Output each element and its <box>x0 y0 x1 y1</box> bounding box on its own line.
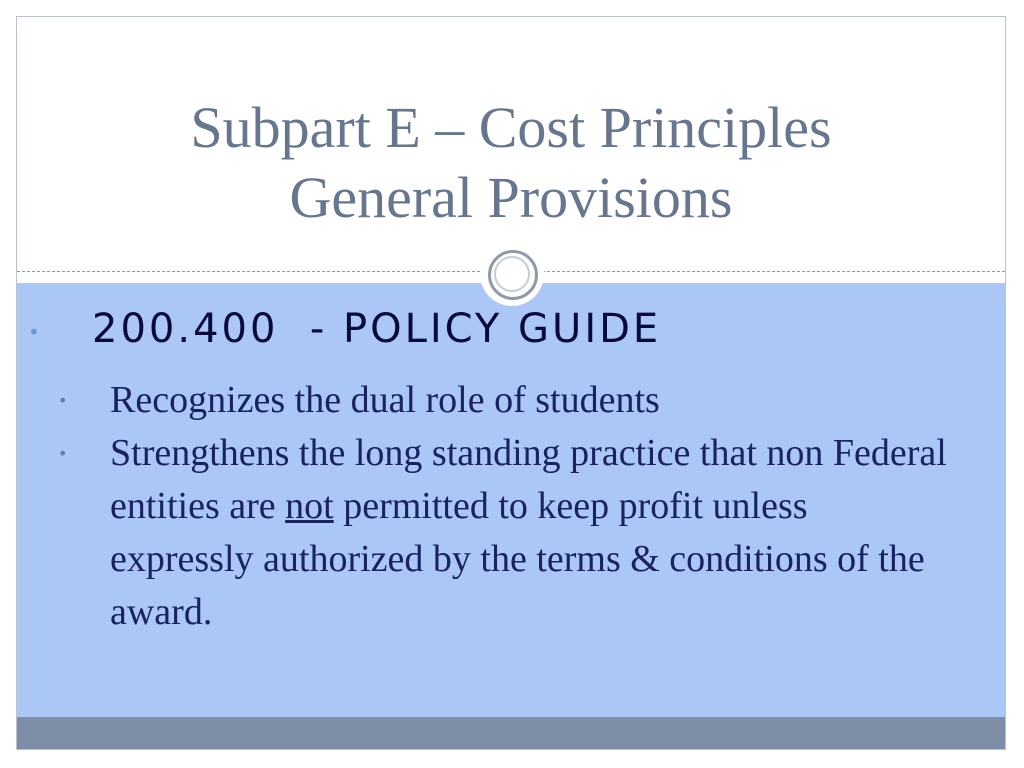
sub-bullet-item <box>58 374 958 427</box>
bottom-bar <box>17 717 1005 750</box>
sub-bullet-item <box>58 427 958 639</box>
slide-title <box>17 93 1005 233</box>
sub-bullet-dot-icon: • <box>58 444 68 463</box>
sub-bullet-text-part2: permitted to keep profit unless expressly authorized by the terms & conditions of the award. <box>110 485 925 633</box>
main-bullet-dot-icon: • <box>28 320 40 344</box>
sub-bullet-dot-icon: • <box>58 391 68 410</box>
main-bullet-text: 200.400 - POLICY GUIDE <box>92 306 662 352</box>
sub-bullet-list <box>58 374 958 639</box>
title-line-2: General Provisions <box>289 165 733 230</box>
sub-bullet-emphasis-not: not <box>285 485 334 527</box>
ornament-inner-ring <box>494 256 530 292</box>
circle-ornament-icon <box>480 242 544 306</box>
title-line-1: Subpart E – Cost Principles <box>190 95 832 160</box>
title-area <box>17 17 1005 275</box>
ornament-ring <box>488 250 538 300</box>
sub-bullet-text: Recognizes the dual role of students <box>110 379 660 421</box>
sub-bullet-text-part1: Strengthens the long standing practice that non Federal entities are <box>110 432 947 527</box>
